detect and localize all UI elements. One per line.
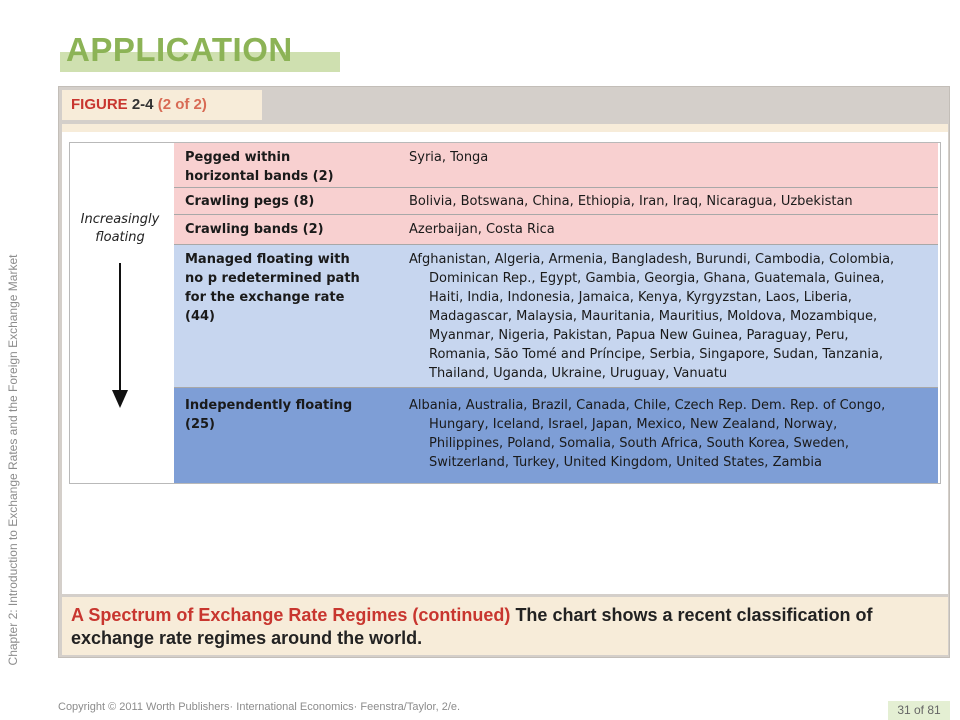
chapter-side-label [2,0,24,720]
category-line: horizontal bands (2) [185,169,334,184]
category-line: Managed floating with [185,252,350,267]
caption-heading: A Spectrum of Exchange Rate Regimes (continued) [71,605,511,625]
regime-category [185,192,385,211]
regime-category [185,220,385,239]
chapter-side-label-text: Chapter 2: Introduction to Exchange Rates and the Foreign Exchange Market [6,254,20,666]
regime-countries [409,396,929,472]
countries-line: Philippines, Poland, Somalia, South Africa, South Korea, Sweden, [429,436,850,451]
countries-line: Romania, São Tomé and Príncipe, Serbia, Singapore, Sudan, Tanzania, [429,347,884,362]
countries-line: Myanmar, Nigeria, Pakistan, Papua New Guinea, Paraguay, Peru, [429,328,849,343]
countries-line: Haiti, India, Indonesia, Jamaica, Kenya, Kyrgyzstan, Laos, Liberia, [429,290,852,305]
countries-line: Thailand, Uganda, Ukraine, Uruguay, Vanuatu [429,366,728,381]
category-line: Independently floating [185,398,353,413]
table-row-pegged-bands [174,143,938,188]
regime-countries [409,192,929,211]
down-arrow-icon [112,390,128,408]
category-line: for the exchange rate [185,290,345,305]
floating-axis-label [72,211,168,247]
category-line: Pegged within [185,150,291,165]
regime-countries [409,148,929,167]
category-line: Crawling bands (2) [185,222,324,237]
regime-category [185,250,385,326]
category-line: no p redetermined path [185,271,360,286]
countries-line: Switzerland, Turkey, United Kingdom, United States, Zambia [429,455,822,470]
table-row-managed-floating [174,245,938,388]
page-number: 31 of 81 [897,703,941,717]
axis-label-line: Increasingly [80,212,160,227]
countries-line: Hungary, Iceland, Israel, Japan, Mexico, New Zealand, Norway, [429,417,838,432]
regime-category [185,396,385,434]
down-arrow-shaft [119,263,121,393]
category-line: Crawling pegs (8) [185,194,315,209]
category-line: (25) [185,417,215,432]
category-line: (44) [185,309,215,324]
countries-line: Albania, Australia, Brazil, Canada, Chile, Czech Rep. Dem. Rep. of Congo, [409,398,886,413]
figure-caption [71,604,941,650]
page-title: APPLICATION [66,31,293,68]
table-row-crawling-pegs [174,188,938,215]
caption-text: The chart shows a recent classification of exchange rate regimes around the world. [71,605,873,648]
countries-line: Azerbaijan, Costa Rica [409,222,555,237]
axis-label-line: floating [95,230,145,245]
figure-label [71,96,207,113]
figure-word: FIGURE [71,96,128,113]
countries-line: Madagascar, Malaysia, Mauritania, Mauritius, Moldova, Mozambique, [429,309,878,324]
copyright-notice: Copyright © 2011 Worth Publishers· International Economics· Feenstra/Taylor, 2/e. [58,701,461,713]
table-row-crawling-bands [174,215,938,245]
figure-part: (2 of 2) [157,96,207,113]
countries-line: Dominican Rep., Egypt, Gambia, Georgia, Ghana, Guatemala, Guinea, [429,271,885,286]
regime-countries [409,220,929,239]
countries-line: Syria, Tonga [409,150,489,165]
table-row-independently-floating [174,388,938,483]
figure-number: 2-4 [131,96,154,113]
countries-line: Afghanistan, Algeria, Armenia, Bangladesh, Burundi, Cambodia, Colombia, [409,252,895,267]
figure-header-stripe [62,124,948,132]
regime-countries [409,250,929,383]
regime-category [185,148,385,186]
countries-line: Bolivia, Botswana, China, Ethiopia, Iran, Iraq, Nicaragua, Uzbekistan [409,194,853,209]
